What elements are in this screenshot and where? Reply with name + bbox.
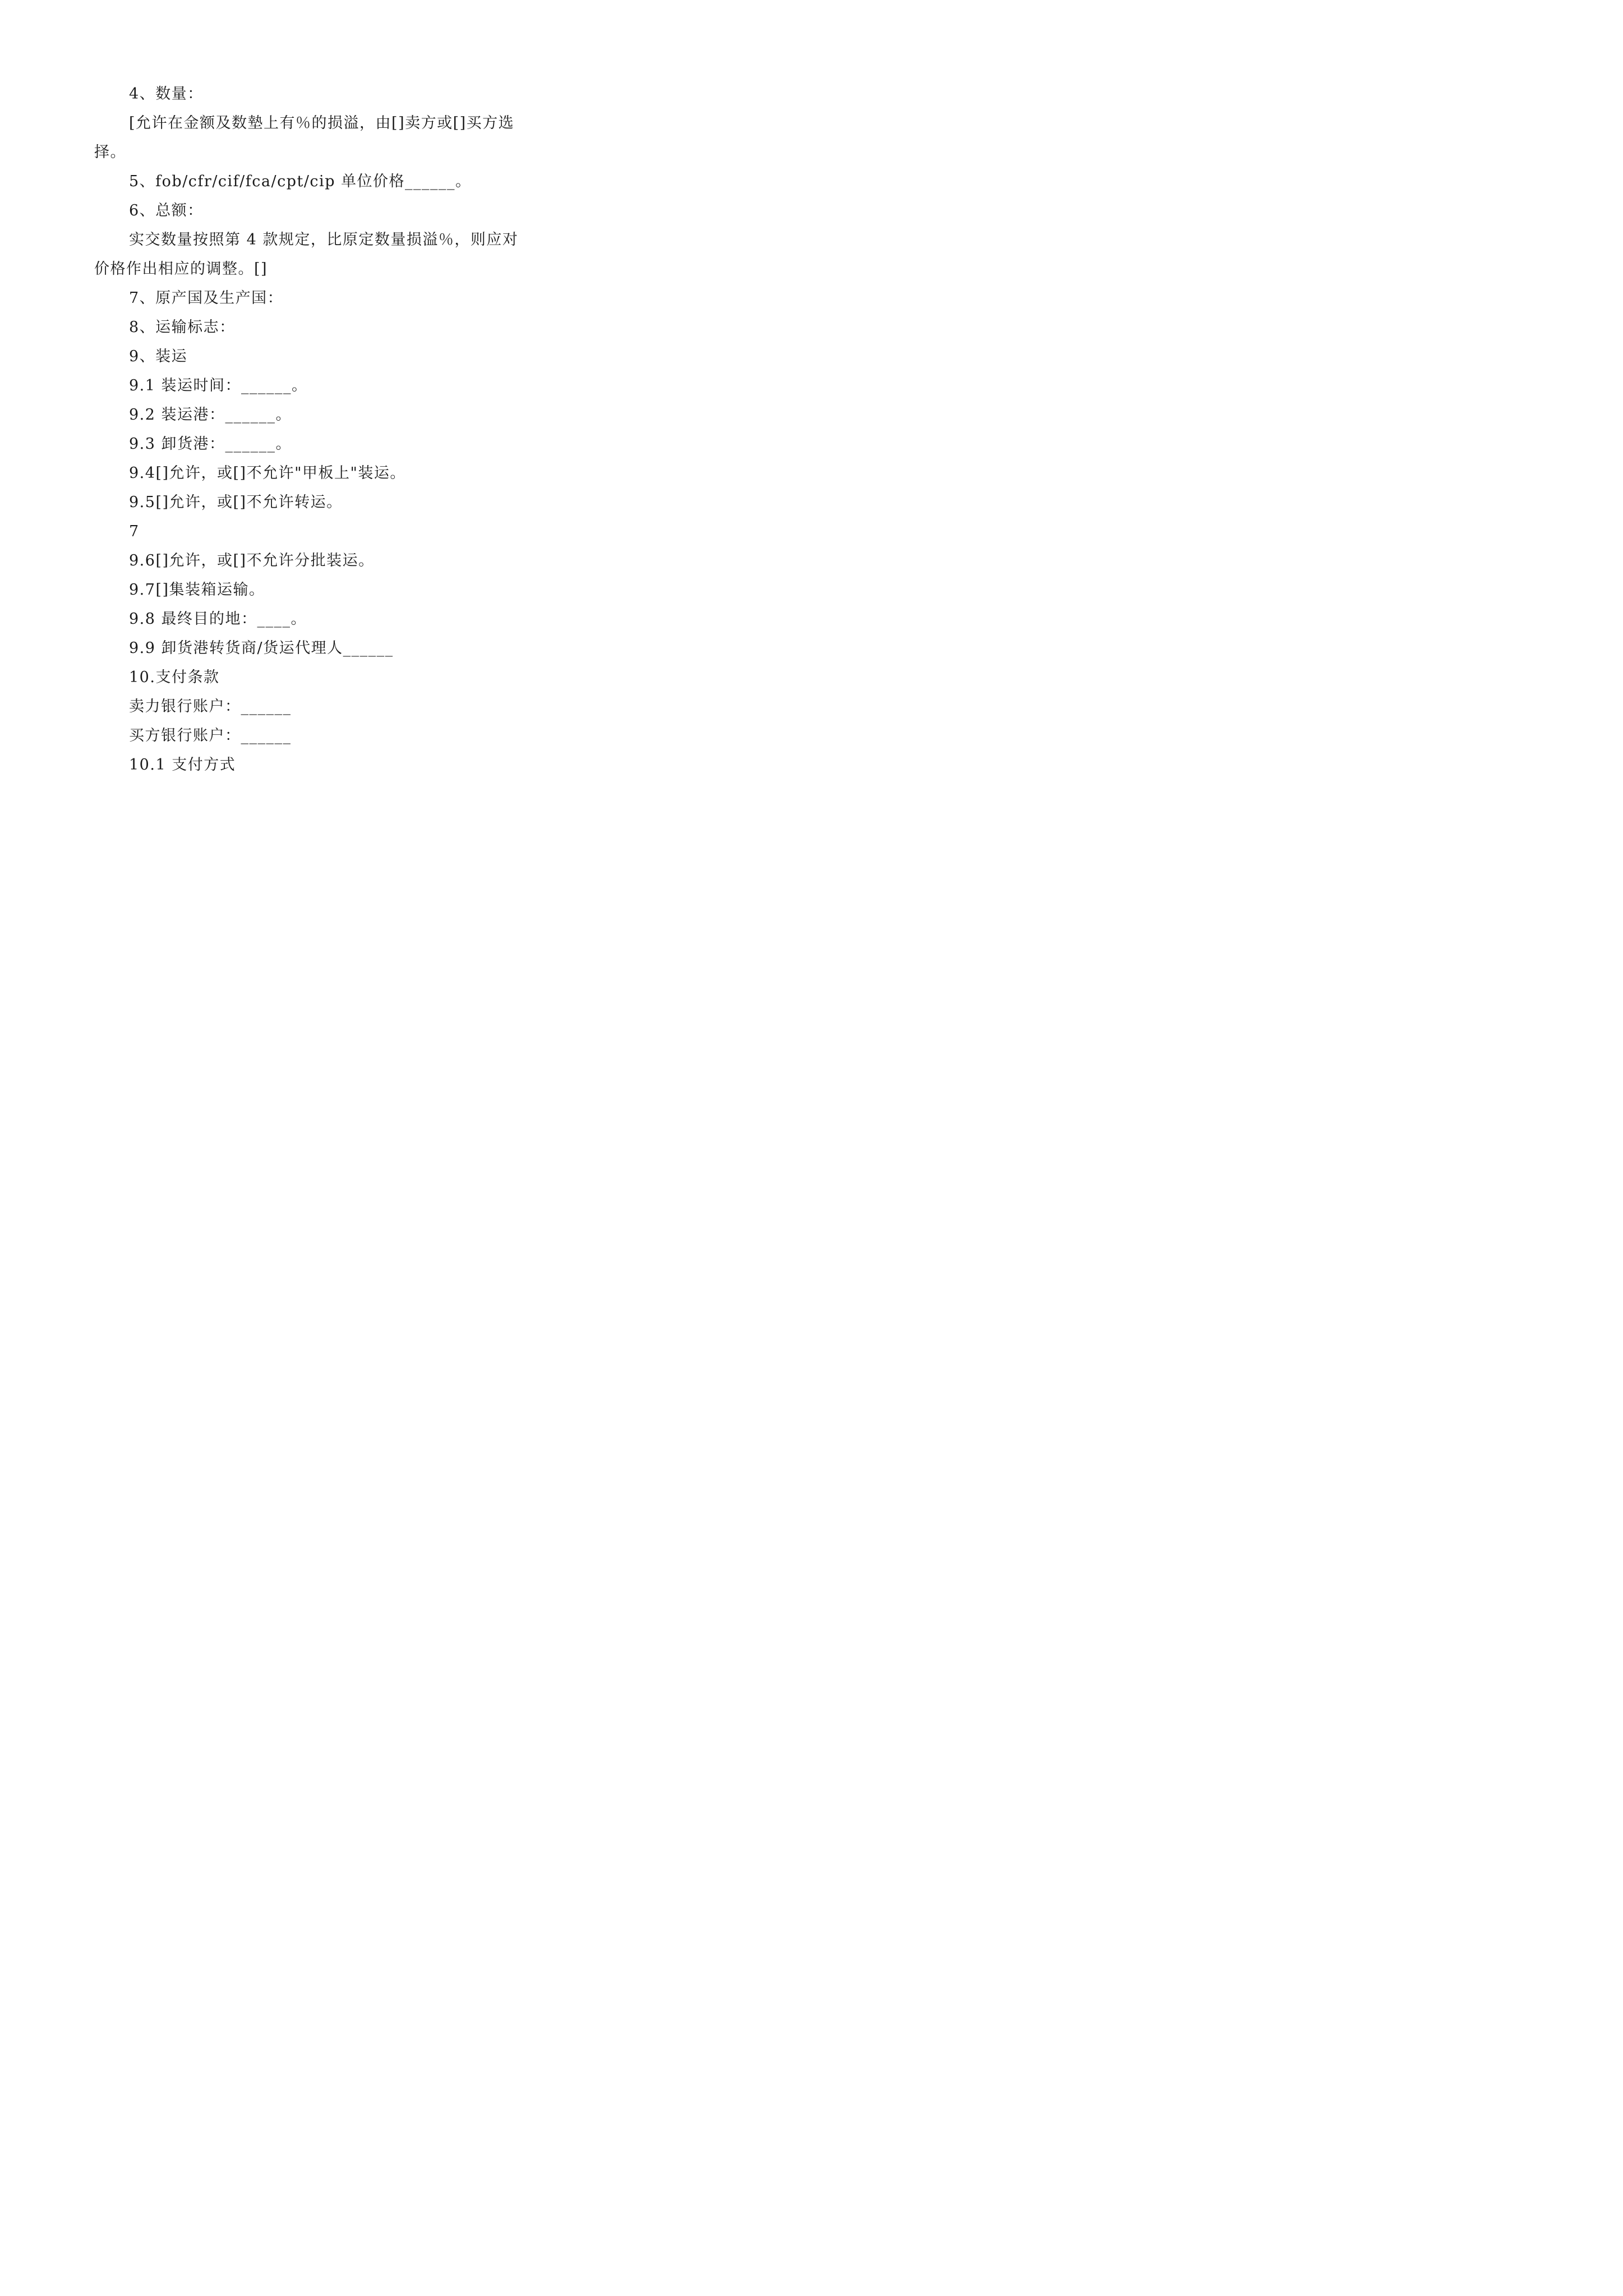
clause-9-5: 9.5[]允许，或[]不允许转运。 — [129, 494, 343, 511]
clause-5-unit-price: 5、fob/cfr/cif/fca/cpt/cip 单位价格______。 — [129, 173, 472, 190]
buyer-bank-account: 买方银行账户：______ — [129, 727, 292, 744]
clause-9-6: 9.6[]允许，或[]不允许分批装运。 — [129, 552, 375, 569]
clause-9-2: 9.2 装运港：______。 — [129, 406, 292, 424]
clause-8-marks: 8、运输标志： — [129, 319, 236, 336]
clause-7-origin: 7、原产国及生产国： — [129, 289, 284, 307]
clause-9-3: 9.3 卸货港：______。 — [129, 435, 292, 453]
clause-10-1: 10.1 支付方式 — [129, 756, 236, 774]
clause-4-heading: 4、数量： — [129, 85, 204, 103]
document-page — [0, 0, 619, 875]
clause-9-heading: 9、装运 — [129, 348, 188, 365]
clause-9-1: 9.1 装运时间：______。 — [129, 377, 308, 394]
clause-9-4: 9.4[]允许，或[]不允许"甲板上"装运。 — [129, 464, 406, 482]
clause-9-8: 9.8 最终目的地：____。 — [129, 610, 307, 628]
clause-4-text: [允许在金额及数墊上有％的损溢，由[]卖方或[]买方选择。 — [94, 114, 515, 161]
clause-9-9: 9.9 卸货港转货商/货运代理人______ — [129, 639, 394, 657]
clause-10-heading: 10.支付条款 — [129, 669, 220, 686]
page-number: 7 — [129, 523, 140, 540]
seller-bank-account: 卖力银行账户：______ — [129, 698, 292, 715]
clause-6-heading: 6、总额： — [129, 202, 204, 219]
clause-6-text: 实交数量按照第 4 款规定，比原定数量损溢％，则应对价格作出相应的调整。[] — [94, 231, 519, 278]
clause-9-7: 9.7[]集装箱运输。 — [129, 581, 265, 599]
